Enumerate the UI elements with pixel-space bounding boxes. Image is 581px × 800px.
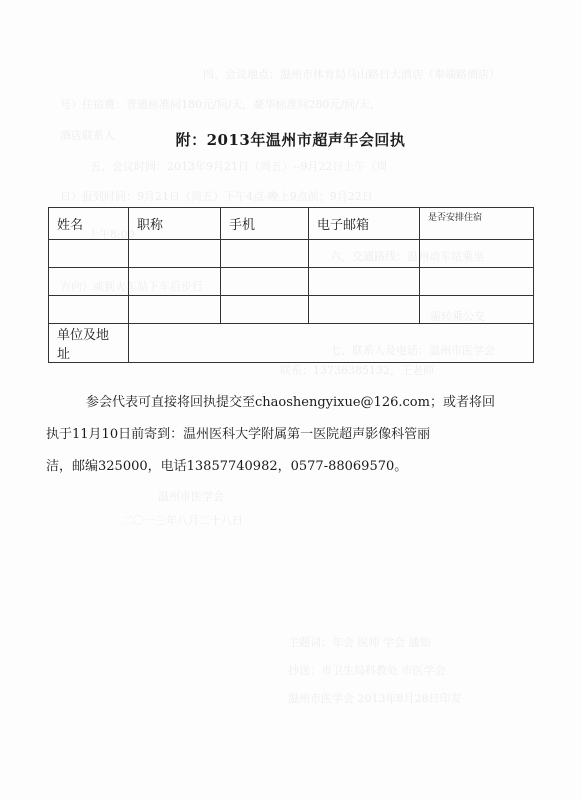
instruction-line: 洁，邮编325000，电话13857740982，0577-88069570。 [46,459,408,474]
table-cell [129,268,221,296]
table-cell [309,240,420,268]
table-cell [309,296,420,324]
header-accommodation: 是否安排住宿 [420,208,534,240]
show-through-text: 日）报到时间：9月21日（周五）下午4点-晚上9点前；9月22日 [60,190,373,203]
table-cell [420,268,534,296]
document-title: 附：2013年温州市超声年会回执 [175,131,406,149]
show-through-text: 温州市医学会 [158,490,224,503]
show-through-text: 五、会议时间：2013年9月21日（周五）--9月22日上午（周 [90,160,388,173]
header-title: 职称 [129,208,221,240]
table-cell [221,296,309,324]
registration-form-table [48,207,534,363]
show-through-text: 六、交通路线：温州动车站乘坐 [330,250,484,263]
instruction-line: 参会代表可直接将回执提交至chaoshengyixue@126.com；或者将回 [86,395,495,410]
table-cell [221,268,309,296]
table-cell [309,268,420,296]
table-row [49,268,534,296]
show-through-text: 上午8:00 [88,228,135,241]
table-cell [221,240,309,268]
table-header-row [49,208,534,240]
show-through-text: 抄送：市卫生局科教处 市医学会 [288,664,446,677]
table-cell [129,240,221,268]
table-row [49,296,534,324]
show-through-text: 主题词：年会 医师 学会 通知 [288,636,431,649]
table-row [49,240,534,268]
show-through-text: 酒店联系人 [60,129,115,142]
header-mobile: 手机 [221,208,309,240]
submission-instructions [46,387,526,483]
table-cell [49,296,129,324]
show-through-text: 方向）或到火车站下车后步行 [60,280,203,293]
address-row [49,324,534,363]
table-cell [129,296,221,324]
show-through-text: 联系：13736385132，王老师 [280,364,434,377]
address-label: 单位及地址 [49,324,129,363]
show-through-text: 温州市医学会 2013年8月28日印发 [288,692,462,705]
header-name: 姓名 [49,208,129,240]
table-cell [420,240,534,268]
header-email: 电子邮箱 [309,208,420,240]
show-through-text: 需转乘公交 [430,310,485,323]
table-cell [420,296,534,324]
show-through-text: 号）住宿费：普通标准间180元/间/天，豪华标准间280元/间/天， [60,98,381,111]
show-through-text: 七、联系人及电话：温州市医学会 [330,344,495,357]
show-through-text: 二〇一三年八月二十八日 [122,514,243,527]
address-cell [129,324,534,363]
table-cell [49,240,129,268]
show-through-text: 四、会议地点：温州市体育局马山路日大酒店（奉端路酒店） [203,68,500,81]
instruction-line: 执于11月10日前寄到：温州医科大学附属第一医院超声影像科管丽 [46,427,431,442]
table-cell [49,268,129,296]
